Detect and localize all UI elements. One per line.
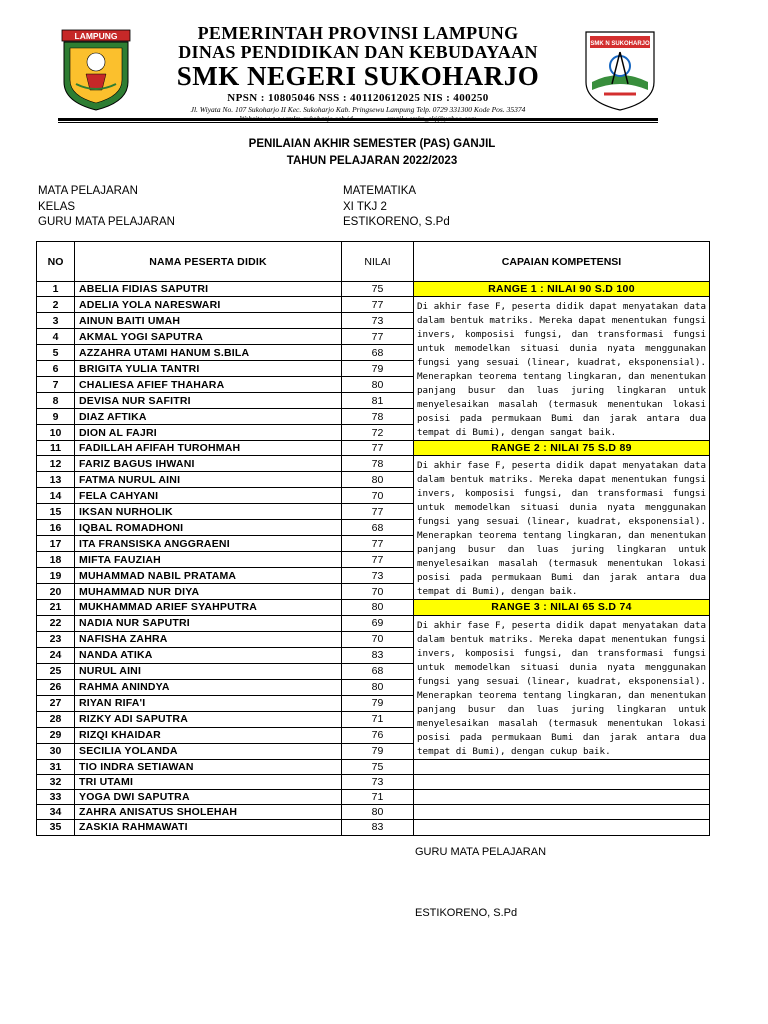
row-nilai: 75 — [342, 759, 414, 774]
table-row — [37, 297, 710, 313]
row-name: NADIA NUR SAPUTRI — [75, 615, 342, 631]
department-name: DINAS PENDIDIKAN DAN KEBUDAYAAN — [178, 42, 538, 62]
range-description: Di akhir fase F, peserta didik dapat menyatakan data dalam bentuk matriks. Mereka dapat menentukan fungsi invers, komposisi fungsi, dan transformasi fungsi untuk memodelkan situasi dunia nyata menggunakan fungsi yang sesuai (linear, kuadrat, eksponensial). Menerapkan teorema tentang lingkaran, dan menentukan panjang busur dan luas juring lingkaran untuk menyelesaikan masalah (termasuk menentukan lokasi posisi pada permukaan Bumi dan jarak antara dua tempat di Bumi), dengan cukup baik. — [414, 615, 710, 759]
row-nilai: 70 — [342, 631, 414, 647]
letterhead-rule-thick — [58, 118, 658, 121]
meta-value: ESTIKORENO, S.Pd — [343, 216, 450, 228]
row-no: 30 — [37, 743, 75, 759]
school-name: SMK NEGERI SUKOHARJO — [176, 61, 540, 91]
empty-capaian-cell — [414, 820, 710, 835]
row-name: AINUN BAITI UMAH — [75, 313, 342, 329]
letterhead-text — [138, 24, 578, 123]
range-label: RANGE 3 : NILAI 65 S.D 74 — [414, 600, 710, 615]
row-name: ZASKIA RAHMAWATI — [75, 820, 342, 835]
lampung-shield-icon — [58, 28, 134, 112]
row-nilai: 80 — [342, 472, 414, 488]
row-nilai: 68 — [342, 663, 414, 679]
row-no: 3 — [37, 313, 75, 329]
row-name: SECILIA YOLANDA — [75, 743, 342, 759]
lampung-province-logo — [58, 28, 134, 112]
range-description: Di akhir fase F, peserta didik dapat menyatakan data dalam bentuk matriks. Mereka dapat menentukan fungsi invers, komposisi fungsi, dan transformasi fungsi untuk memodelkan situasi dunia nyata menggunakan fungsi yang sesuai (linear, kuadrat, eksponensial). Menerapkan teorema tentang lingkaran, dan menentukan panjang busur dan luas juring lingkaran untuk menyelesaikan masalah (termasuk menentukan lokasi posisi pada permukaan Bumi dan jarak antara dua tempat di Bumi), dengan sangat baik. — [414, 297, 710, 441]
row-name: FATMA NURUL AINI — [75, 472, 342, 488]
row-name: FELA CAHYANI — [75, 488, 342, 504]
row-nilai: 73 — [342, 313, 414, 329]
range-label: RANGE 1 : NILAI 90 S.D 100 — [414, 282, 710, 297]
row-name: FADILLAH AFIFAH TUROHMAH — [75, 441, 342, 456]
row-nilai: 75 — [342, 282, 414, 297]
range-description: Di akhir fase F, peserta didik dapat menyatakan data dalam bentuk matriks. Mereka dapat menentukan fungsi invers, komposisi fungsi, dan transformasi fungsi untuk memodelkan situasi dunia nyata menggunakan fungsi yang sesuai (linear, kuadrat, eksponensial). Menerapkan teorema tentang lingkaran, dan menentukan panjang busur dan luas juring lingkaran untuk menyelesaikan masalah (termasuk menentukan lokasi posisi pada permukaan Bumi dan jarak antara dua tempat di Bumi), dengan baik. — [414, 456, 710, 600]
table-header-row — [37, 242, 710, 282]
row-nilai: 77 — [342, 297, 414, 313]
empty-capaian-cell — [414, 774, 710, 789]
row-name: TIO INDRA SETIAWAN — [75, 759, 342, 774]
empty-capaian-cell — [414, 759, 710, 774]
row-no: 31 — [37, 759, 75, 774]
meta-label: KELAS — [38, 200, 76, 213]
row-name: MUKHAMMAD ARIEF SYAHPUTRA — [75, 600, 342, 615]
row-name: RIYAN RIFA'I — [75, 695, 342, 711]
row-nilai: 79 — [342, 743, 414, 759]
range-label: RANGE 2 : NILAI 75 S.D 89 — [414, 441, 710, 456]
row-name: FARIZ BAGUS IHWANI — [75, 456, 342, 472]
row-no: 18 — [37, 552, 75, 568]
school-address: Jl. Wiyata No. 107 Sukoharjo II Kec. Sukoharjo Kab. Pringsewu Lampung Telp. 0729 331300 Kode Pos. 35374 — [190, 105, 526, 114]
meta-value: MATEMATIKA — [343, 185, 417, 197]
meta-row-class — [38, 200, 638, 216]
meta-row-subject — [38, 184, 638, 200]
row-no: 14 — [37, 488, 75, 504]
table-row — [37, 820, 710, 835]
row-name: CHALIESA AFIEF THAHARA — [75, 377, 342, 393]
row-nilai: 69 — [342, 615, 414, 631]
header-capaian: CAPAIAN KOMPETENSI — [414, 242, 710, 282]
table-row — [37, 805, 710, 820]
row-nilai: 73 — [342, 774, 414, 789]
row-nilai: 71 — [342, 711, 414, 727]
table-row — [37, 774, 710, 789]
row-no: 27 — [37, 695, 75, 711]
empty-capaian-cell — [414, 805, 710, 820]
table-row — [37, 759, 710, 774]
row-name: ITA FRANSISKA ANGGRAENI — [75, 536, 342, 552]
row-nilai: 77 — [342, 552, 414, 568]
row-nilai: 76 — [342, 727, 414, 743]
document-title: PENILAIAN AKHIR SEMESTER (PAS) GANJIL — [248, 138, 496, 150]
table-row — [37, 441, 710, 456]
row-name: YOGA DWI SAPUTRA — [75, 789, 342, 804]
row-nilai: 83 — [342, 820, 414, 835]
row-nilai: 77 — [342, 504, 414, 520]
row-name: RIZKY ADI SAPUTRA — [75, 711, 342, 727]
row-name: ADELIA YOLA NARESWARI — [75, 297, 342, 313]
row-no: 5 — [37, 345, 75, 361]
row-name: NANDA ATIKA — [75, 647, 342, 663]
row-no: 16 — [37, 520, 75, 536]
row-no: 33 — [37, 789, 75, 804]
row-no: 6 — [37, 361, 75, 377]
row-no: 8 — [37, 393, 75, 409]
row-nilai: 78 — [342, 409, 414, 425]
header-no: NO — [37, 242, 75, 282]
row-no: 19 — [37, 568, 75, 584]
row-name: AZZAHRA UTAMI HANUM S.BILA — [75, 345, 342, 361]
row-no: 1 — [37, 282, 75, 297]
row-no: 28 — [37, 711, 75, 727]
grades-table — [36, 241, 710, 836]
row-no: 25 — [37, 663, 75, 679]
signature-name: ESTIKORENO, S.Pd — [415, 907, 518, 919]
row-no: 26 — [37, 679, 75, 695]
row-nilai: 77 — [342, 536, 414, 552]
table-row — [37, 456, 710, 472]
row-name: ZAHRA ANISATUS SHOLEHAH — [75, 805, 342, 820]
table-row — [37, 789, 710, 804]
meta-info — [38, 184, 638, 231]
row-no: 32 — [37, 774, 75, 789]
row-nilai: 70 — [342, 584, 414, 600]
row-no: 24 — [37, 647, 75, 663]
school-shield-icon — [582, 28, 658, 112]
row-nilai: 80 — [342, 805, 414, 820]
row-name: NURUL AINI — [75, 663, 342, 679]
row-no: 7 — [37, 377, 75, 393]
row-name: MIFTA FAUZIAH — [75, 552, 342, 568]
row-no: 22 — [37, 615, 75, 631]
row-nilai: 70 — [342, 488, 414, 504]
school-ids: NPSN : 10805046 NSS : 401120612025 NIS : 400250 — [227, 92, 489, 104]
row-nilai: 71 — [342, 789, 414, 804]
row-nilai: 80 — [342, 377, 414, 393]
table-row — [37, 600, 710, 615]
header-name: NAMA PESERTA DIDIK — [75, 242, 342, 282]
grades-body — [37, 282, 710, 836]
row-no: 34 — [37, 805, 75, 820]
row-name: DIAZ AFTIKA — [75, 409, 342, 425]
row-no: 2 — [37, 297, 75, 313]
svg-text:SMK N SUKOHARJO: SMK N SUKOHARJO — [590, 41, 650, 47]
row-no: 29 — [37, 727, 75, 743]
row-nilai: 80 — [342, 679, 414, 695]
meta-row-teacher — [38, 215, 638, 231]
row-name: IKSAN NURHOLIK — [75, 504, 342, 520]
school-logo — [582, 28, 658, 112]
row-no: 13 — [37, 472, 75, 488]
row-nilai: 77 — [342, 329, 414, 345]
row-name: BRIGITA YULIA TANTRI — [75, 361, 342, 377]
row-nilai: 83 — [342, 647, 414, 663]
row-no: 35 — [37, 820, 75, 835]
row-name: TRI UTAMI — [75, 774, 342, 789]
row-nilai: 77 — [342, 441, 414, 456]
row-nilai: 68 — [342, 520, 414, 536]
row-no: 4 — [37, 329, 75, 345]
row-nilai: 72 — [342, 425, 414, 441]
header-nilai: NILAI — [342, 242, 414, 282]
row-nilai: 79 — [342, 361, 414, 377]
row-nilai: 81 — [342, 393, 414, 409]
row-no: 21 — [37, 600, 75, 615]
row-name: ABELIA FIDIAS SAPUTRI — [75, 282, 342, 297]
government-name: PEMERINTAH PROVINSI LAMPUNG — [197, 23, 519, 43]
row-no: 15 — [37, 504, 75, 520]
row-nilai: 78 — [342, 456, 414, 472]
row-nilai: 79 — [342, 695, 414, 711]
row-name: DION AL FAJRI — [75, 425, 342, 441]
row-no: 23 — [37, 631, 75, 647]
row-no: 9 — [37, 409, 75, 425]
row-name: IQBAL ROMADHONI — [75, 520, 342, 536]
svg-text:LAMPUNG: LAMPUNG — [74, 31, 118, 41]
document-subtitle: TAHUN PELAJARAN 2022/2023 — [286, 155, 458, 167]
table-row — [37, 282, 710, 297]
row-no: 17 — [37, 536, 75, 552]
row-name: MUHAMMAD NABIL PRATAMA — [75, 568, 342, 584]
row-nilai: 80 — [342, 600, 414, 615]
row-name: MUHAMMAD NUR DIYA — [75, 584, 342, 600]
row-name: RAHMA ANINDYA — [75, 679, 342, 695]
row-no: 20 — [37, 584, 75, 600]
row-nilai: 73 — [342, 568, 414, 584]
meta-label: GURU MATA PELAJARAN — [38, 216, 175, 228]
row-no: 10 — [37, 425, 75, 441]
empty-capaian-cell — [414, 789, 710, 804]
table-row — [37, 615, 710, 631]
row-no: 11 — [37, 441, 75, 456]
row-no: 12 — [37, 456, 75, 472]
row-name: AKMAL YOGI SAPUTRA — [75, 329, 342, 345]
row-name: DEVISA NUR SAFITRI — [75, 393, 342, 409]
letterhead-rule-thin — [58, 122, 658, 123]
row-nilai: 68 — [342, 345, 414, 361]
row-name: RIZQI KHAIDAR — [75, 727, 342, 743]
letterhead — [58, 24, 658, 120]
meta-label: MATA PELAJARAN — [38, 185, 138, 197]
signature-role: GURU MATA PELAJARAN — [415, 846, 547, 858]
meta-value: XI TKJ 2 — [343, 200, 387, 213]
row-name: NAFISHA ZAHRA — [75, 631, 342, 647]
